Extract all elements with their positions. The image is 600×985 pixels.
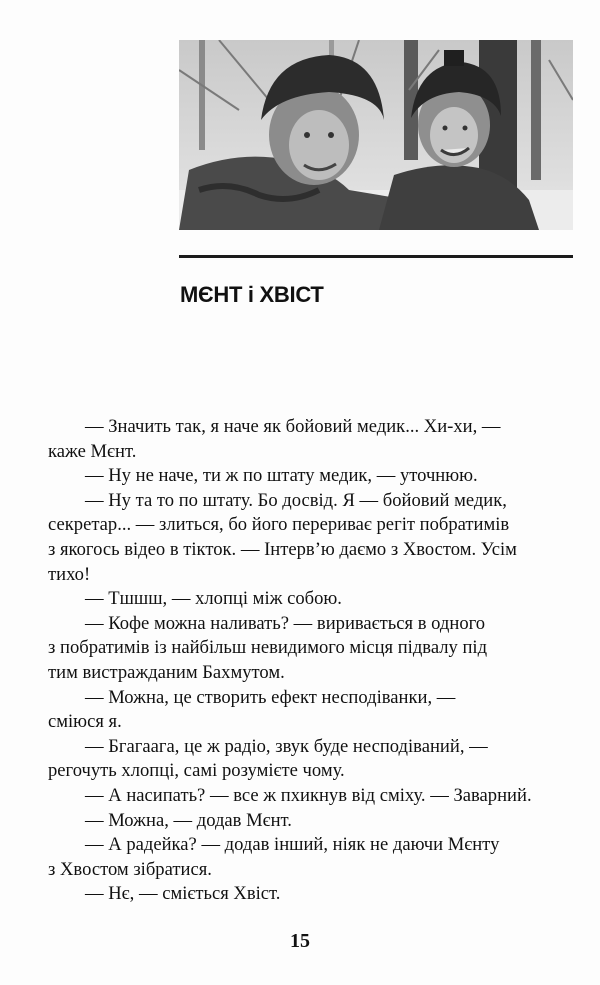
- chapter-photo: [179, 40, 573, 230]
- text-line: з якогось відео в тікток. — Інтерв’ю даємо з Хвостом. Усім: [48, 538, 517, 560]
- text-line: — Ну та то по штату. Бо досвід. Я — бойовий медик,: [85, 489, 507, 511]
- text-line: тим вистражданим Бахмутом.: [48, 661, 285, 683]
- text-line: — А насипать? — все ж пхикнув від сміху. — Заварний.: [85, 784, 532, 806]
- text-line: — Кофе можна наливать? — виривається в одного: [85, 612, 486, 634]
- text-line: регочуть хлопці, самі розумієте чому.: [48, 760, 345, 782]
- photo-soldiers-illustration: [179, 40, 573, 230]
- chapter-title: МЄНТ і ХВІСТ: [180, 282, 324, 307]
- text-line: — Значить так, я наче як бойовий медик... Хи-хи, —: [85, 416, 501, 437]
- text-line: — Можна, це створить ефект несподіванки, —: [85, 686, 456, 708]
- text-line: сміюся я.: [48, 711, 122, 733]
- text-line: з Хвостом зібратися.: [48, 858, 212, 880]
- text-line: — А радейка? — додав інший, ніяк не даючи Мєнту: [85, 834, 500, 856]
- text-line: тихо!: [48, 563, 91, 585]
- page-number: 15: [290, 930, 310, 952]
- text-line: — Нє, — сміється Хвіст.: [85, 883, 281, 905]
- text-line: з побратимів із найбільш невидимого місця підвалу під: [48, 637, 488, 659]
- text-line: каже Мєнт.: [48, 440, 137, 462]
- chapter-divider: [179, 255, 573, 258]
- text-line: — Ну не наче, ти ж по штату медик, — уточнюю.: [85, 465, 478, 487]
- text-line: — Бгагаага, це ж радіо, звук буде несподіваний, —: [85, 735, 488, 757]
- body-text: [48, 415, 572, 907]
- text-line: секретар... — злиться, бо його перериває регіт побратимів: [48, 514, 510, 536]
- text-line: — Можна, — додав Мєнт.: [85, 809, 292, 831]
- text-line: — Тшшш, — хлопці між собою.: [85, 588, 342, 610]
